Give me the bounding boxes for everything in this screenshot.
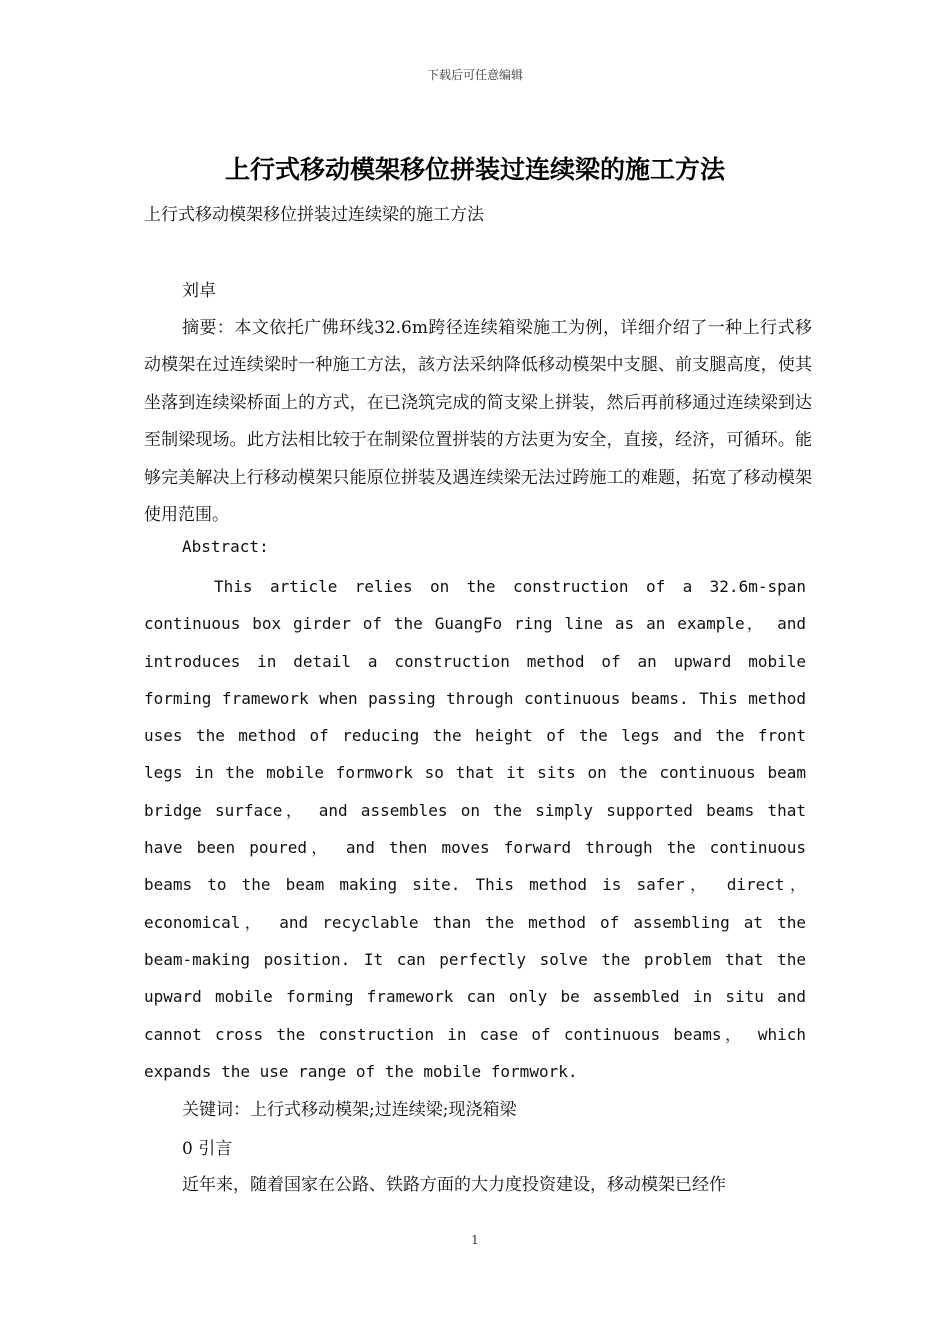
page-number: 1	[471, 1233, 479, 1247]
keywords-line: 关键词：上行式移动模架;过连续梁;现浇箱梁	[182, 1100, 517, 1120]
document-subtitle: 上行式移动模架移位拼装过连续梁的施工方法	[144, 205, 484, 225]
introduction-paragraph: 近年来，随着国家在公路、铁路方面的大力度投资建设，移动模架已经作	[182, 1175, 726, 1195]
author-name: 刘卓	[182, 281, 216, 301]
abstract-english: This article relies on the construction of a 32.6m-span continuous box girder of the GuangFo ring line as an example， and introduces in detail a construction method of an upward mobile forming framework when passing through continuous beams. This method uses the method of reducing the height of the legs and the front legs in the mobile formwork so that it sits on the continuous beam bridge surface， and assembles on the simply supported beams that have been poured， and then moves forward through the continuous beams to the beam making site. This method is safer， direct， economical， and recyclable than the method of assembling at the beam-making position. It can perfectly solve the problem that the upward mobile forming framework can only be assembled in situ and cannot cross the construction in case of continuous beams， which expands the use range of the mobile formwork.	[144, 577, 806, 1081]
abstract-chinese: 摘要：本文依托广佛环线32.6m跨径连续箱梁施工为例，详细介绍了一种上行式移动模架在过连续梁时一种施工方法，該方法采纳降低移动模架中支腿、前支腿高度，使其坐落到连续梁桥面上的方式，在已浇筑完成的简支梁上拼装，然后再前移通过连续梁到达至制梁现场。此方法相比较于在制梁位置拼装的方法更为安全，直接，经济，可循环。能够完美解决上行移动模架只能原位拼装及遇连续梁无法过跨施工的难题，拓宽了移动模架使用范围。	[144, 318, 812, 526]
abstract-label: Abstract:	[182, 537, 269, 556]
document-title: 上行式移动模架移位拼装过连续梁的施工方法	[224, 155, 725, 184]
page-header-note: 下载后可任意编辑	[426, 68, 523, 82]
section-heading-introduction: 0 引言	[182, 1139, 233, 1159]
